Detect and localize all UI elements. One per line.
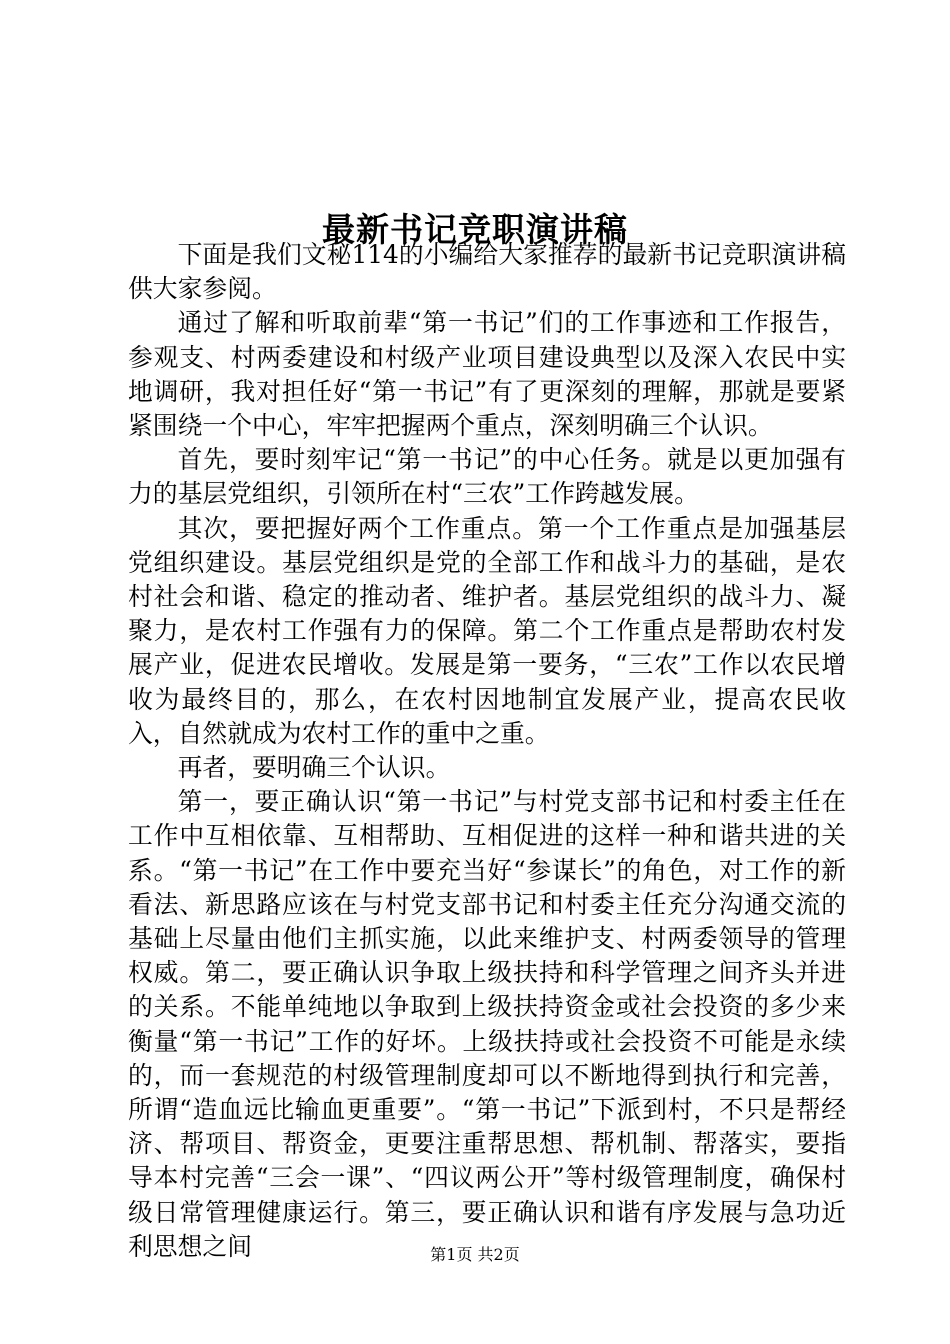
paragraph-first-understanding: 第一，要正确认识“第一书记”与村党支部书记和村委主任在工作中互相依靠、互相帮助、互相促进的这样一种和谐共进的关系。“第一书记”在工作中要充当好“参谋长”的角色，对工作的新看法、新思路应该在与村党支部书记和村委主任充分沟通交流的基础上尽量由他们主抓实施，以此来维护支、村两委领导的管理权威。第二，要正确认识争取上级扶持和科学管理之间齐头并进的关系。不能单纯地以争取到上级扶持资金或社会投资的多少来衡量“第一书记”工作的好坏。上级扶持或社会投资不可能是永续的，而一套规范的村级管理制度却可以不断地得到执行和完善，所谓“造血远比输血更重要”。“第一书记”下派到村，不只是帮经济、帮项目、帮资金，更要注重帮思想、帮机制、帮落实，要指导本村完善“三会一课”、“四议两公开”等村级管理制度，确保村级日常管理健康运行。第三，要正确认识和谐有序发展与急功近利思想之间: [128, 787, 846, 1261]
document-body: [128, 238, 846, 1264]
paragraph-intro: 下面是我们文秘114的小编给大家推荐的最新书记竞职演讲稿供大家参阅。: [128, 240, 846, 304]
paragraph-three-understandings: 再者，要明确三个认识。: [177, 753, 451, 783]
document-title: 最新书记竞职演讲稿: [322, 210, 628, 250]
paragraph-understanding: 通过了解和听取前辈“第一书记”们的工作事迹和工作报告，参观支、村两委建设和村级产业项目建设典型以及深入农民中实地调研，我对担任好“第一书记”有了更深刻的理解，那就是要紧紧围绕一个中心，牢牢把握两个重点，深刻明确三个认识。: [128, 308, 846, 441]
paragraph-two-priorities: 其次，要把握好两个工作重点。第一个工作重点是加强基层党组织建设。基层党组织是党的全部工作和战斗力的基础，是农村社会和谐、稳定的推动者、维护者。基层党组织的战斗力、凝聚力，是农村工作强有力的保障。第二个工作重点是帮助农村发展产业，促进农民增收。发展是第一要务，“三农”工作以农民增收为最终目的，那么，在农村因地制宜发展产业，提高农民收入，自然就成为农村工作的重中之重。: [128, 513, 846, 748]
paragraph-first-task: 首先，要时刻牢记“第一书记”的中心任务。就是以更加强有力的基层党组织，引领所在村“三农”工作跨越发展。: [128, 445, 846, 509]
page-footer: 第1页 共2页: [430, 1245, 520, 1264]
